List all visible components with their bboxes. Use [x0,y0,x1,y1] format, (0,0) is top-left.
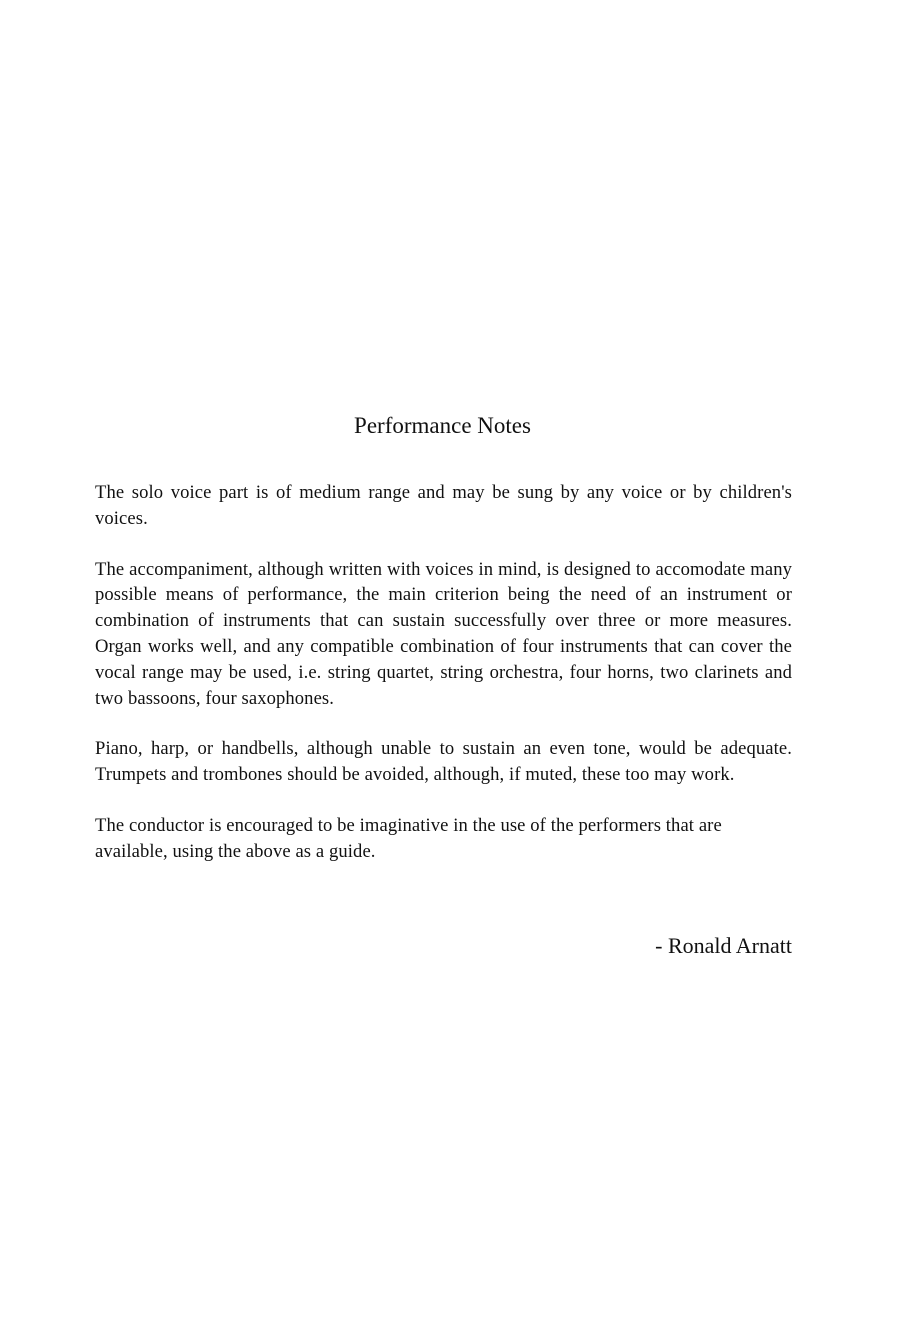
paragraph-piano-harp: Piano, harp, or handbells, although unable to sustain an even tone, would be adequate. Trumpets and trombones should be avoided, although, if muted, these too may work. [95,738,792,786]
page-title: Performance Notes [354,413,531,438]
paragraph-conductor: The conductor is encouraged to be imaginative in the use of the performers that are available, using the above as a guide. [95,814,722,862]
paragraph-voice-range: The solo voice part is of medium range and may be sung by any voice or by children's voices. [95,482,792,529]
notes-body [95,480,792,865]
paragraph-accompaniment: The accompaniment, although written with voices in mind, is designed to accomodate many possible means of performance, the main criterion being the need of an instrument or combination of instruments that can sustain successfully over three or more measures. Organ works well, and any compatible combination of four instruments that can cover the vocal range may be used, i.e. string quartet, string orchestra, four horns, two clarinets and two bassoons, four saxophones. [95,558,792,709]
author-signature: - Ronald Arnatt [655,933,792,958]
